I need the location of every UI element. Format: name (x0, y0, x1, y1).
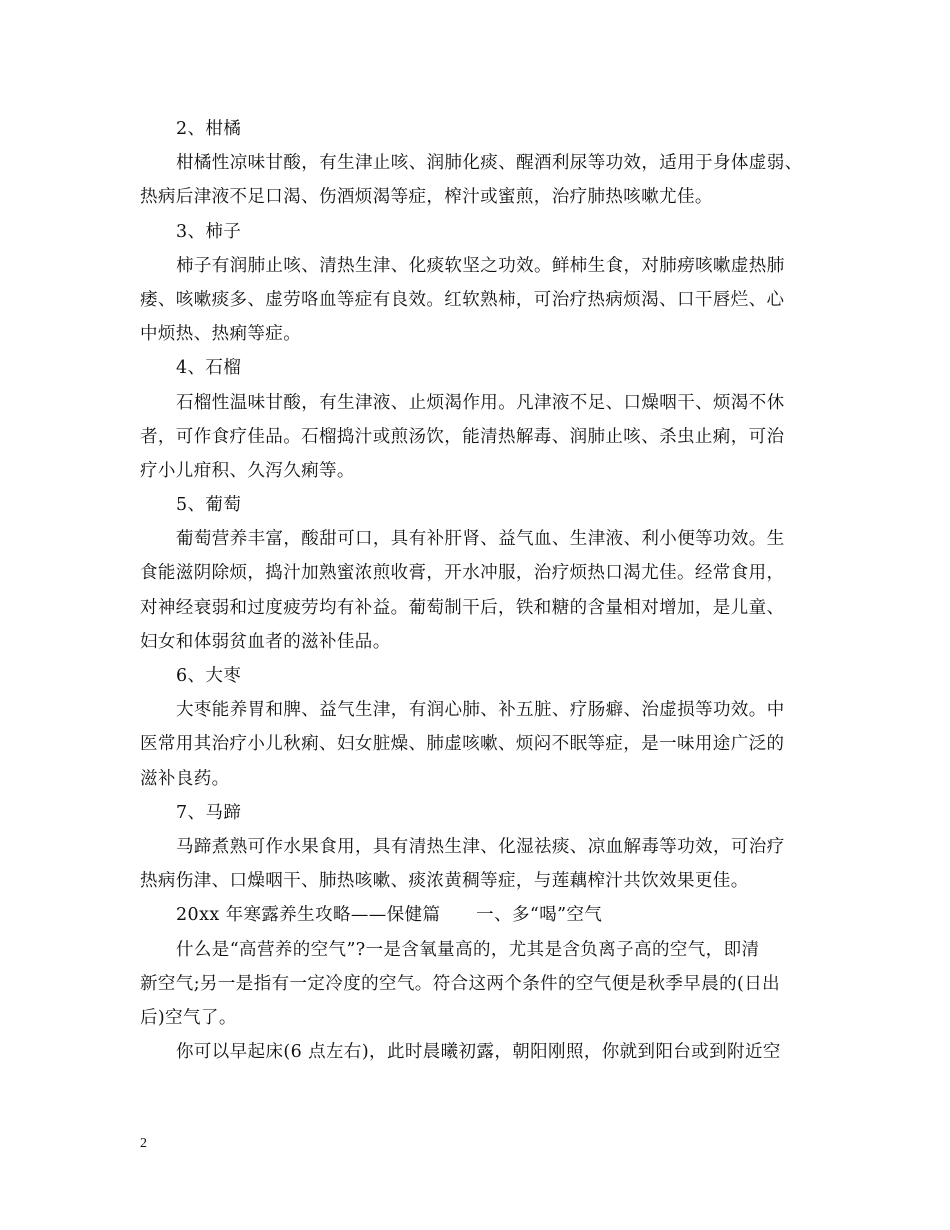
text-line: 食能滋阴除烦，捣汁加熟蜜浓煎收膏，开水冲服，治疗烦热口渴尤佳。经常食用， (140, 563, 785, 584)
text-line: 柑橘性凉味甘酸，有生津止咳、润肺化痰、醒酒利尿等功效，适用于身体虚弱、 (176, 153, 803, 174)
text-line: 7、马蹄 (176, 802, 242, 823)
text-line: 滋补良药。 (140, 768, 230, 789)
text-line: 葡萄营养丰富，酸甜可口，具有补肝肾、益气血、生津液、利小便等功效。生 (176, 529, 785, 550)
text-line: 者，可作食疗佳品。石榴捣汁或煎汤饮，能清热解毒、润肺止咳、杀虫止痢，可治 (140, 426, 785, 447)
text-line: 对神经衰弱和过度疲劳均有补益。葡萄制干后，铁和糖的含量相对增加，是儿童、 (140, 597, 785, 618)
text-line: 中烦热、热痢等症。 (140, 324, 302, 345)
text-line: 后)空气了。 (140, 1007, 237, 1028)
text-line: 2、柑橘 (176, 119, 242, 139)
text-line: 什么是“高营养的空气”?一是含氧量高的，尤其是含负离子高的空气，即清 (176, 939, 760, 960)
text-line: 疗小儿疳积、久泻久痢等。 (140, 460, 355, 481)
text-line: 新空气;另一是指有一定冷度的空气。符合这两个条件的空气便是秋季早晨的(日出 (140, 973, 781, 994)
text-line: 马蹄煮熟可作水果食用，具有清热生津、化湿祛痰、凉血解毒等功效，可治疗 (176, 836, 785, 857)
text-line: 热病后津液不足口渴、伤酒烦渴等症，榨汁或蜜煎，治疗肺热咳嗽尤佳。 (140, 187, 713, 208)
text-line: 5、葡萄 (176, 495, 242, 516)
text-line: 痿、咳嗽痰多、虚劳咯血等症有良效。红软熟柿，可治疗热病烦渴、口干唇烂、心 (140, 289, 785, 310)
text-line: 石榴性温味甘酸，有生津液、止烦渴作用。凡津液不足、口燥咽干、烦渴不休 (176, 392, 785, 413)
text-line: 4、石榴 (176, 358, 242, 379)
text-line: 你可以早起床(6 点左右)，此时晨曦初露，朝阳刚照，你就到阳台或到附近空 (176, 1042, 781, 1063)
text-line: 6、大枣 (176, 666, 242, 686)
text-line: 大枣能养胃和脾、益气生津，有润心肺、补五脏、疗肠癖、治虚损等功效。中 (176, 700, 785, 721)
text-line: 热病伤津、口燥咽干、肺热咳嗽、痰浓黄稠等症，与莲藕榨汁共饮效果更佳。 (140, 871, 749, 892)
text-line: 妇女和体弱贫血者的滋补佳品。 (140, 631, 391, 652)
text-line: 20xx 年寒露养生攻略——保健篇 一、多“喝”空气 (176, 905, 603, 926)
page-number: 2 (140, 1136, 147, 1151)
document-body (140, 112, 820, 1069)
text-line: 医常用其治疗小儿秋痢、妇女脏燥、肺虚咳嗽、烦闷不眠等症，是一味用途广泛的 (140, 734, 785, 755)
text-line: 柿子有润肺止咳、清热生津、化痰软坚之功效。鲜柿生食，对肺痨咳嗽虚热肺 (176, 255, 785, 276)
text-line: 3、柿子 (176, 221, 242, 242)
